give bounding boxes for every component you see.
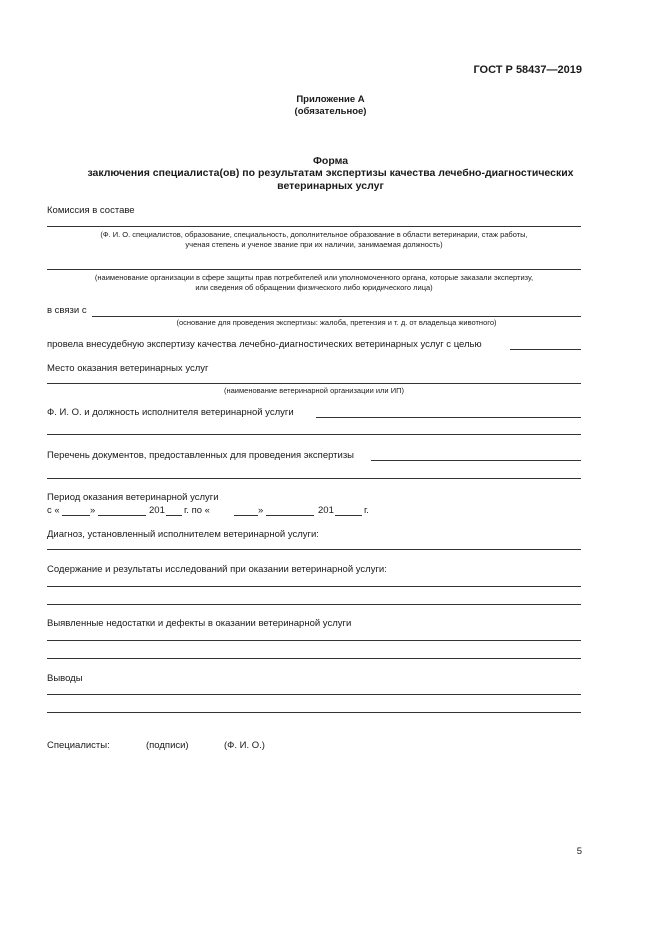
reason-line[interactable] — [92, 316, 581, 317]
gost-number: ГОСТ Р 58437—2019 — [473, 64, 582, 76]
period-year-prefix-1: 201 — [149, 505, 165, 516]
place-caption: (наименование ветеринарной организации или ИП) — [224, 386, 404, 395]
period-quote-1: » — [90, 505, 96, 516]
conclusions-label: Выводы — [47, 673, 83, 684]
defects-label: Выявленные недостатки и дефекты в оказании ветеринарной услуги — [47, 618, 352, 629]
diagnosis-label: Диагноз, установленный исполнителем ветеринарной услуги: — [47, 529, 319, 540]
organization-caption-2: или сведения об обращении физического либо юридического лица) — [195, 283, 433, 292]
executor-label: Ф. И. О. и должность исполнителя ветеринарной услуги — [47, 407, 294, 418]
period-month-1[interactable] — [98, 515, 146, 516]
page-number: 5 — [576, 846, 582, 857]
documents-line-2[interactable] — [47, 478, 581, 479]
names-label: (Ф. И. О.) — [224, 740, 265, 751]
defects-line-2[interactable] — [47, 658, 581, 659]
results-label: Содержание и результаты исследований при оказании ветеринарной услуги: — [47, 564, 387, 575]
signatures-label: (подписи) — [146, 740, 189, 751]
specialists-label: Специалисты: — [47, 740, 110, 751]
period-year-suffix: г. — [364, 505, 369, 516]
form-subtitle-line2: ветеринарных услуг — [277, 180, 384, 192]
diagnosis-line[interactable] — [47, 549, 581, 550]
period-from-text: с « — [47, 505, 60, 516]
reason-label: в связи с — [47, 305, 87, 316]
period-day-2[interactable] — [234, 515, 258, 516]
place-line[interactable] — [47, 383, 581, 384]
commission-line[interactable] — [47, 226, 581, 227]
organization-caption-1: (наименование организации в сфере защиты прав потребителей или уполномоченного органа, которые заказали экспертизу, — [94, 273, 534, 282]
period-to-text: г. по « — [184, 505, 210, 516]
conclusions-line-1[interactable] — [47, 694, 581, 695]
documents-label: Перечень документов, предоставленных для проведения экспертизы — [47, 450, 355, 461]
form-subtitle-line1: заключения специалиста(ов) по результатам экспертизы качества лечебно-диагностических — [87, 167, 574, 179]
executor-line-2[interactable] — [47, 434, 581, 435]
conclusions-line-2[interactable] — [47, 712, 581, 713]
commission-caption-1: (Ф. И. О. специалистов, образование, специальность, дополнительное образование в области ветеринарии, стаж работы, — [100, 230, 528, 239]
results-line-1[interactable] — [47, 586, 581, 587]
defects-line-1[interactable] — [47, 640, 581, 641]
period-year-prefix-2: 201 — [318, 505, 334, 516]
period-month-2[interactable] — [266, 515, 314, 516]
organization-line[interactable] — [47, 269, 581, 270]
form-title: Форма — [312, 155, 349, 167]
purpose-label: провела внесудебную экспертизу качества лечебно-диагностических ветеринарных услуг с целью — [47, 339, 482, 350]
appendix-title: Приложение А — [296, 94, 365, 105]
place-label: Место оказания ветеринарных услуг — [47, 363, 209, 374]
period-year-1[interactable] — [166, 515, 182, 516]
reason-caption: (основание для проведения экспертизы: жалоба, претензия и т. д. от владельца животного) — [176, 318, 497, 327]
documents-line-1[interactable] — [371, 460, 581, 461]
period-year-2[interactable] — [335, 515, 362, 516]
purpose-line[interactable] — [510, 349, 581, 350]
commission-caption-2: ученая степень и ученое звание при их наличии, занимаемая должность) — [185, 240, 443, 249]
period-label: Период оказания ветеринарной услуги — [47, 492, 219, 503]
period-quote-2: » — [258, 505, 264, 516]
results-line-2[interactable] — [47, 604, 581, 605]
commission-label: Комиссия в составе — [47, 205, 135, 216]
executor-line-1[interactable] — [316, 417, 581, 418]
period-day-1[interactable] — [62, 515, 90, 516]
appendix-note: (обязательное) — [294, 106, 367, 117]
